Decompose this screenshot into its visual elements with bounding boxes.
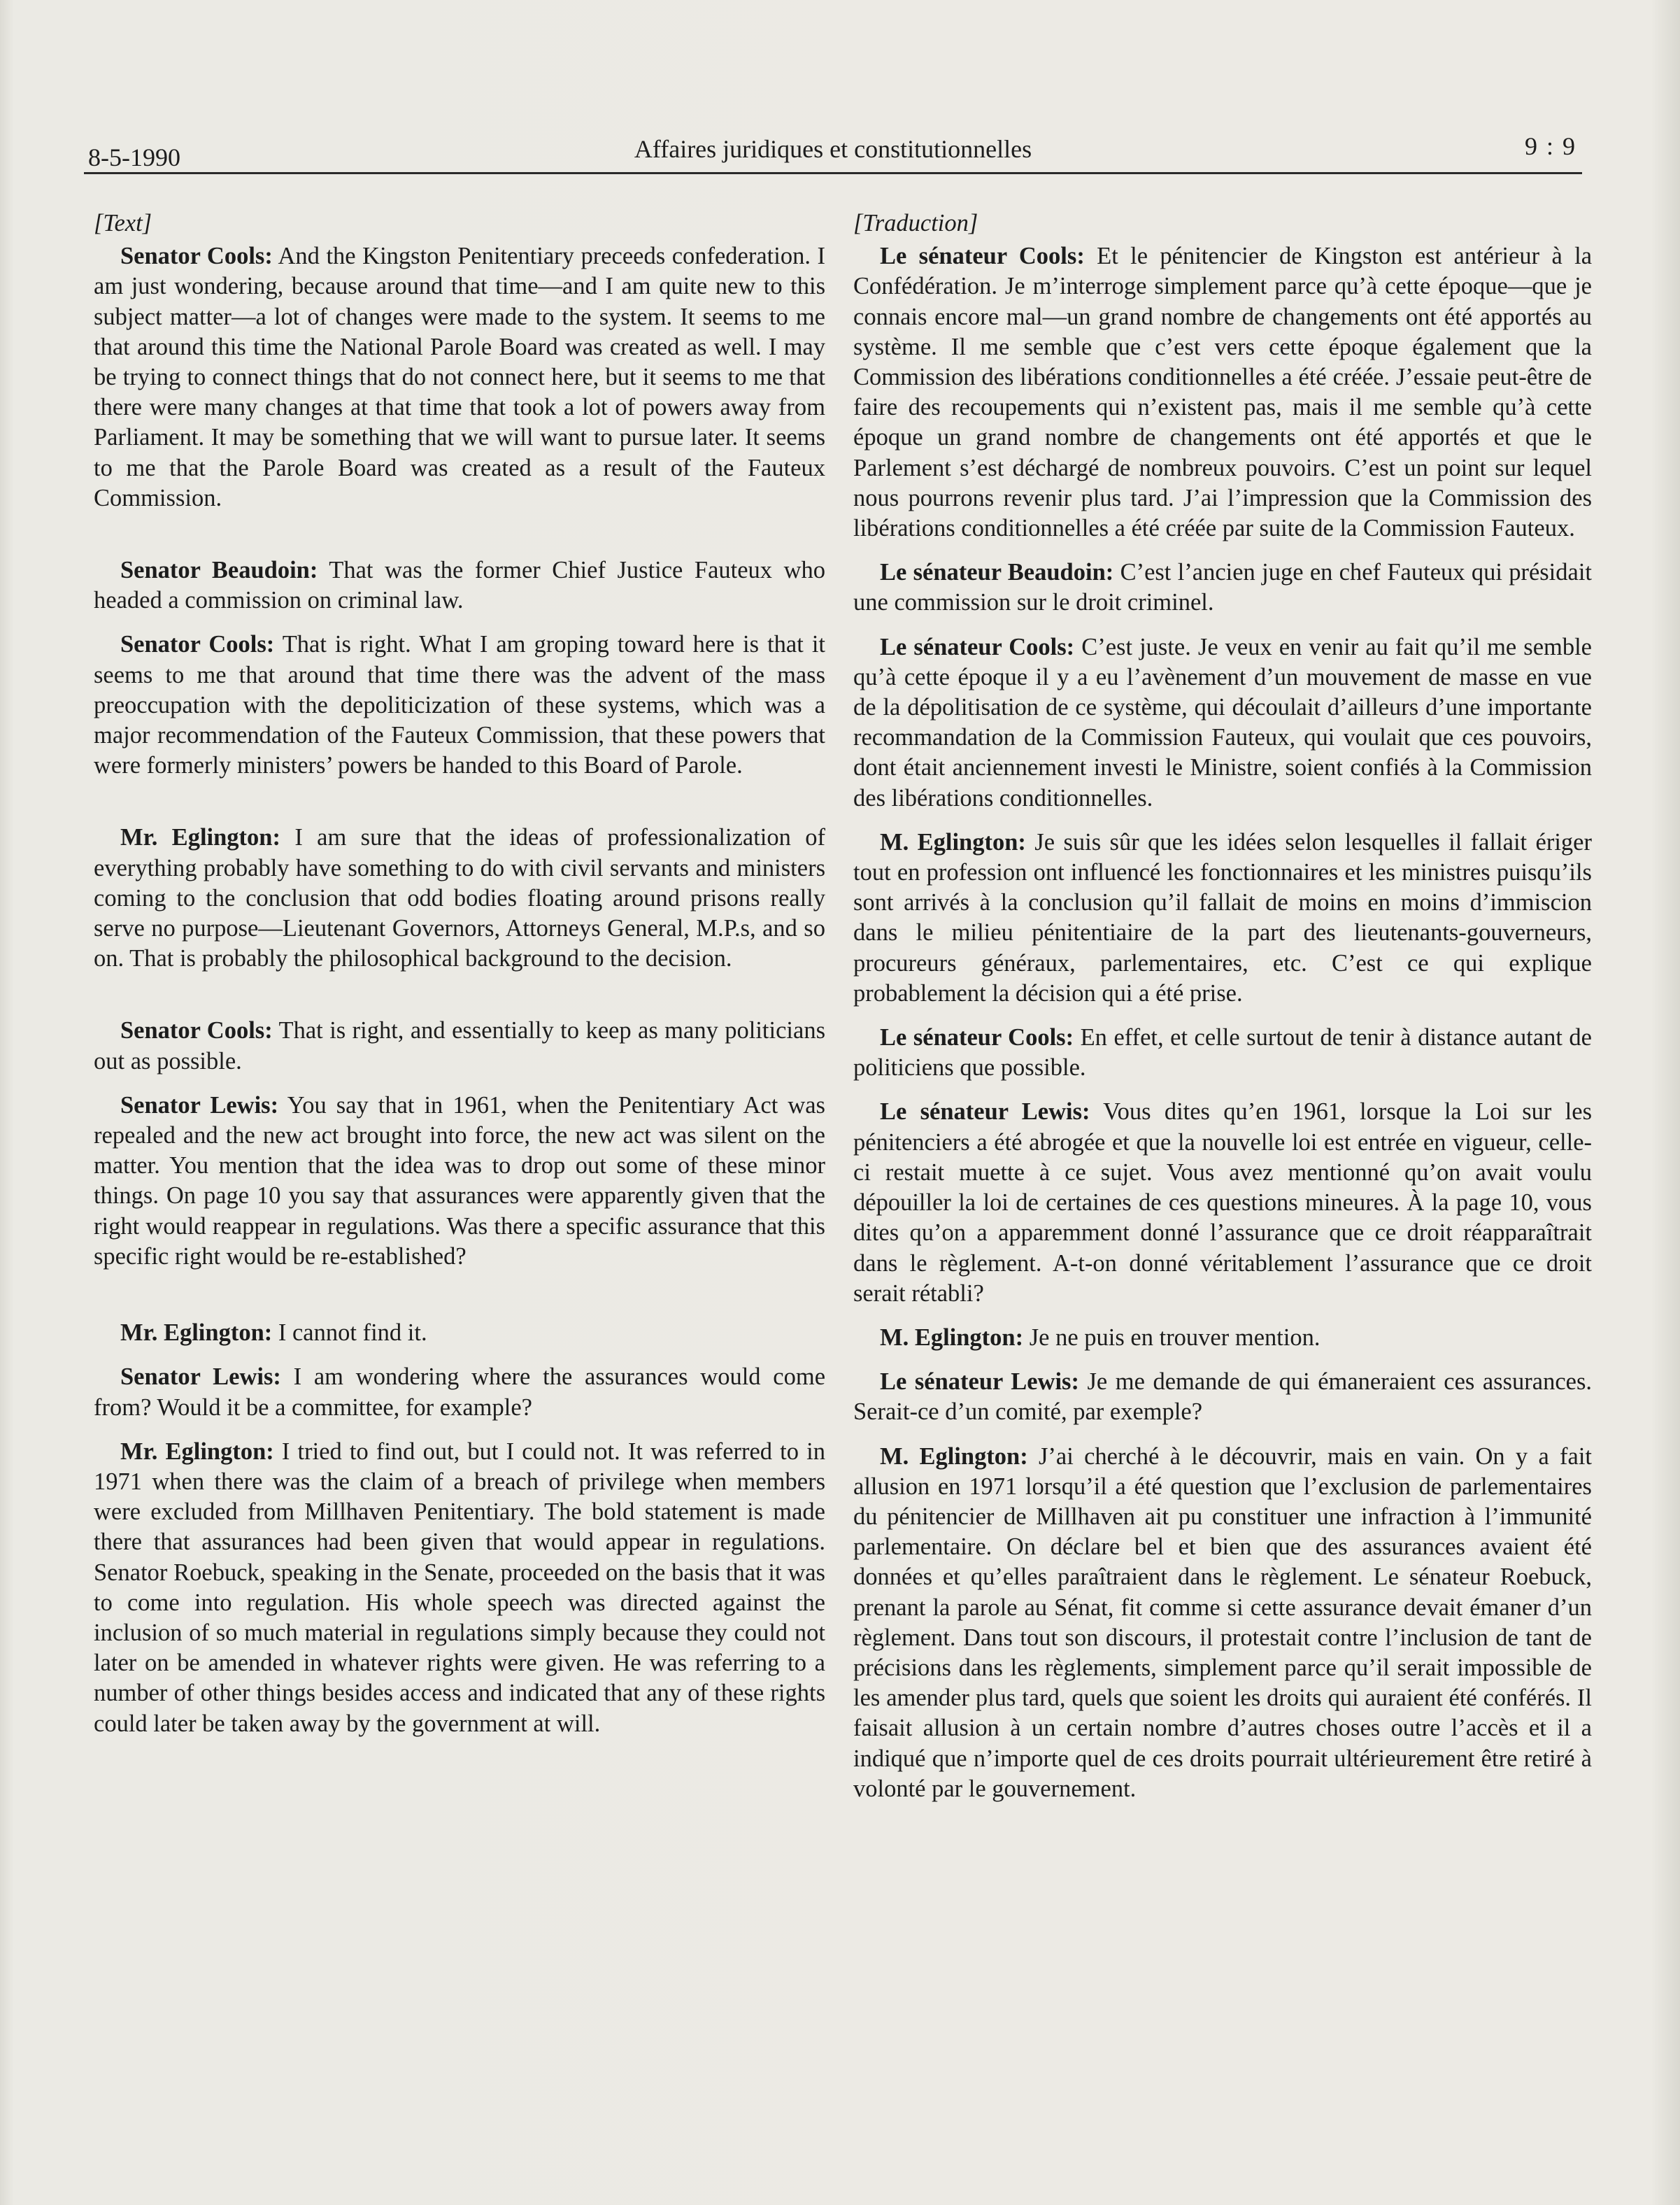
speaker-name: Senator Lewis: xyxy=(120,1363,281,1391)
paragraph-text: I am sure that the ideas of professionalization of everything probably have something to do with civil servants and ministers coming to the conclusion that odd bodies floating around prisons really serve no purpose—Lieutenant Governors, Attorneys General, M.P.s, and so on. That is probably the philosophical background to the decision. xyxy=(94,824,825,972)
header-page-number: 9 : 9 xyxy=(1524,132,1576,160)
speaker-name: Le sénateur Beaudoin: xyxy=(880,559,1114,586)
transcript-paragraph xyxy=(853,1023,1592,1083)
header-date: 8-5-1990 xyxy=(88,143,180,171)
speaker-name: M. Eglington: xyxy=(880,828,1026,856)
english-column xyxy=(94,208,825,1753)
speaker-name: Mr. Eglington: xyxy=(120,1319,273,1347)
paragraph-text: J’ai cherché à le découvrir, mais en vain. On y a fait allusion en 1971 lorsqu’il a été question que l’exclusion de parlementaires du pénitencier de Millhaven ait pu constituer une infraction à l’immunité parlementaire. On déclare bel et bien que des assurances avaient été données et qu’elles paraîtraient dans le règlement. Le sénateur Roebuck, prenant la parole au Sénat, fit comme si cette assurance devait émaner d’un règlement. Dans tout son discours, il protestait contre l’inclusion de tant de précisions dans les règlements, simplement parce qu’il serait impossible de les amender plus tard, quels que soient les droits qui auraient été conférés. Il faisait allusion à un certain nombre d’autres choses outre l’accès et il a indiqué que n’importe quel de ces droits pourrait ultérieurement être retiré à volonté par le gouvernement. xyxy=(853,1442,1592,1802)
transcript-paragraph xyxy=(94,555,825,616)
speaker-name: M. Eglington: xyxy=(880,1442,1028,1470)
speaker-name: Le sénateur Lewis: xyxy=(880,1368,1079,1396)
paragraph-text: Je ne puis en trouver mention. xyxy=(1023,1324,1320,1351)
paragraph-text: Vous dites qu’en 1961, lorsque la Loi sur les pénitenciers a été abrogée et que la nouvelle loi est entrée en vigueur, celle-ci restait muette à ce sujet. Vous avez mentionné qu’on avait voulu dépouiller la loi de certaines de ces questions mineures. À la page 10, vous dites qu’on a apparemment donné l’assurance que ce droit réapparaîtrait dans le règlement. A-t-on donné véritablement l’assurance que ce droit serait rétabli? xyxy=(853,1098,1592,1307)
paragraph-text: I cannot find it. xyxy=(272,1319,427,1347)
transcript-paragraph xyxy=(853,1367,1592,1427)
section-tag-text: [Text] xyxy=(94,210,152,236)
paragraph-text: I tried to find out, but I could not. It was referred to in 1971 when there was the claim of a breach of privilege when members were excluded from Millhaven Penitentiary. The bold statement is made there that assurances had been given that would appear in regulations. Senator Roebuck, speaking in the Senate, proceeded on the basis that it was to come into regulation. His whole speech was directed against the inclusion of so much material in regulations simply because they could not later on be amended in whatever rights were given. He was referring to a number of other things besides access and indicated that any of these rights could later be taken away by the government at will. xyxy=(94,1438,825,1737)
transcript-paragraph xyxy=(94,1362,825,1422)
transcript-paragraph xyxy=(853,1323,1592,1353)
speaker-name: Senator Cools: xyxy=(120,243,273,270)
transcript-paragraph xyxy=(94,823,825,974)
transcript-paragraph xyxy=(94,630,825,781)
transcript-paragraph xyxy=(94,1016,825,1076)
paragraph-text: And the Kingston Penitentiary preceeds confederation. I am just wondering, because around that time—and I am quite new to this subject matter—a lot of changes were made to the system. It seems to me that around this time the National Parole Board was created as well. I may be trying to connect things that do not connect here, but it seems to me that there were many changes at that time that took a lot of powers away from Parliament. It may be something that we will want to pursue later. It seems to me that the Parole Board was created as a result of the Fauteux Commission. xyxy=(94,243,826,511)
transcript-paragraph xyxy=(853,1097,1592,1308)
french-column xyxy=(853,208,1592,1818)
paragraph-text: C’est l’ancien juge en chef Fauteux qui présidait une commission sur le droit criminel. xyxy=(853,559,1593,616)
page-header xyxy=(84,130,1582,174)
speaker-name: Senator Lewis: xyxy=(120,1091,279,1119)
speaker-name: Mr. Eglington: xyxy=(120,824,280,851)
speaker-name: Senator Cools: xyxy=(120,631,275,658)
paragraph-text: I am wondering where the assurances would come from? Would it be a committee, for example? xyxy=(94,1363,826,1421)
paragraph-text: You say that in 1961, when the Penitentiary Act was repealed and the new act brought into force, the new act was silent on the matter. You mention that the idea was to drop out some of these minor things. On page 10 you say that assurances were apparently given that the right would reappear in regulations. Was there a specific assurance that this specific right would be re-established? xyxy=(94,1091,825,1270)
paragraph-text: C’est juste. Je veux en venir au fait qu’il me semble qu’à cette époque il y a eu l’avènement d’un mouvement de masse en vue de la dépolitisation de ce système, qui découlait d’ailleurs d’une importante recommandation de la Commission Fauteux, qui voulait que ces pouvoirs, dont était anciennement investi le Ministre, soient confiés à la Commission des libérations conditionnelles. xyxy=(853,633,1592,811)
speaker-name: Senator Cools: xyxy=(120,1017,273,1044)
transcript-paragraph xyxy=(853,241,1592,544)
section-tag-traduction: [Traduction] xyxy=(853,210,978,236)
speaker-name: Senator Beaudoin: xyxy=(120,557,318,584)
transcript-paragraph xyxy=(853,558,1592,618)
speaker-name: Le sénateur Cools: xyxy=(880,243,1085,270)
paragraph-text: En effet, et celle surtout de tenir à distance autant de politiciens que possible. xyxy=(853,1024,1592,1082)
speaker-name: Mr. Eglington: xyxy=(120,1438,274,1465)
speaker-name: Le sénateur Cools: xyxy=(880,1024,1074,1051)
speaker-name: M. Eglington: xyxy=(880,1324,1024,1351)
paragraph-text: Je suis sûr que les idées selon lesquelles il fallait ériger tout en profession ont influencé les fonctionnaires et les ministres puisqu’ils sont arrivés à la conclusion qu’il fallait de moins en moins d’immiscion dans le milieu pénitentiaire de la part des lieutenants-gouverneurs, procureurs généraux, parlementaires, etc. C’est ce qui explique probablement la décision qui a été prise. xyxy=(853,828,1592,1007)
speaker-name: Le sénateur Cools: xyxy=(880,633,1075,660)
header-title: Affaires juridiques et constitutionnelles xyxy=(634,135,1032,163)
paragraph-text: That was the former Chief Justice Fauteux who headed a commission on criminal law. xyxy=(94,557,825,614)
transcript-paragraph xyxy=(853,1442,1592,1804)
transcript-paragraph xyxy=(853,632,1592,814)
paragraph-text: That is right. What I am groping toward here is that it seems to me that around that time there was the advent of the mass preoccupation with the depoliticization of these systems, which was a major recommendation of the Fauteux Commission, that these powers that were formerly ministers’ powers be handed to this Board of Parole. xyxy=(94,631,825,779)
transcript-paragraph xyxy=(94,1091,825,1272)
paragraph-text: Et le pénitencier de Kingston est antérieur à la Confédération. Je m’interroge simplement parce qu’à cette époque—que je connais encore mal—un grand nombre de changements ont été apportés au système. Il me semble que c’est vers cette époque également que la Commission des libérations conditionnelles a été créée. J’essaie peut-être de faire des recoupements qui n’existent pas, mais il me semble qu’à cette époque un grand nombre de changements ont été apportés et que le Parlement s’est déchargé de nombreux pouvoirs. C’est un point sur lequel nous pourrons revenir plus tard. J’ai l’impression que la Commission des libérations conditionnelles a été créée par suite de la Commission Fauteux. xyxy=(853,243,1593,542)
transcript-paragraph xyxy=(853,828,1592,1009)
transcript-paragraph xyxy=(94,1437,825,1739)
transcript-paragraph xyxy=(94,1318,825,1348)
transcript-paragraph xyxy=(94,241,825,513)
paragraph-text: That is right, and essentially to keep as many politicians out as possible. xyxy=(94,1017,825,1075)
speaker-name: Le sénateur Lewis: xyxy=(880,1098,1090,1126)
paragraph-text: Je me demande de qui émaneraient ces assurances. Serait-ce d’un comité, par exemple? xyxy=(853,1368,1593,1426)
